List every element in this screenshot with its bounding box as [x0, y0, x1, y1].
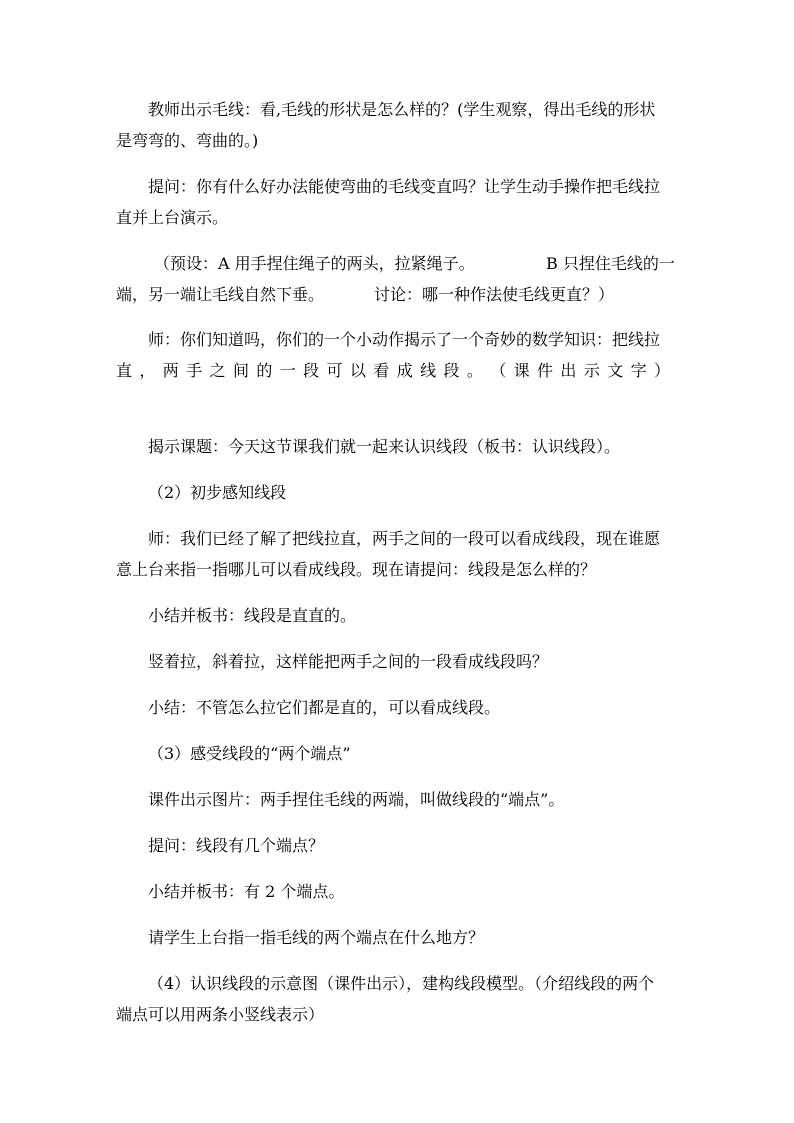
char: 示	[583, 361, 600, 380]
paragraph-2-line-1: 提问：你有什么好办法能使弯曲的毛线变直吗？让学生动手操作把毛线拉	[148, 177, 661, 196]
paragraph-7-line-2: 意上台来指一指哪儿可以看成线段。现在请提问：线段是怎么样的？	[116, 560, 597, 579]
paragraph-13: 提问：线段有几个端点？	[148, 836, 325, 855]
char: 。	[466, 361, 483, 380]
paragraph-3-line-2-part-a: 端，另一端让毛线自然下垂。	[116, 285, 325, 304]
char: 段	[303, 361, 320, 380]
paragraph-1-line-2: 是弯弯的、弯曲的。)	[116, 131, 259, 150]
paragraph-10: 小结：不管怎么拉它们都是直的，可以看成线段。	[148, 698, 501, 717]
char: 看	[373, 361, 390, 380]
char: 手	[186, 361, 203, 380]
paragraph-16-line-1: （4）认识线段的示意图（课件出示），建构线段模型。（介绍线段的两个	[148, 974, 655, 993]
paragraph-8: 小结并板书：线段是直直的。	[148, 606, 357, 625]
char: 线	[420, 361, 437, 380]
paragraph-3-line-2-part-b: 讨论：哪一种作法使毛线更直？）	[374, 285, 615, 304]
char: 段	[443, 361, 460, 380]
paragraph-3-line-1-part-b: B 只捏住毛线的一	[546, 254, 675, 273]
char: 出	[560, 361, 577, 380]
paragraph-15: 请学生上台指一指毛线的两个端点在什么地方？	[148, 928, 485, 947]
section-heading-2: （2）初步感知线段	[148, 483, 287, 502]
char: 的	[256, 361, 273, 380]
paragraph-7-line-1: 师：我们已经了解了把线拉直，两手之间的一段可以看成线段，现在谁愿	[148, 529, 661, 548]
char: （	[490, 361, 507, 380]
char: 可	[326, 361, 343, 380]
char: 字	[630, 361, 647, 380]
char: ）	[653, 361, 670, 380]
char: 成	[396, 361, 413, 380]
char: 一	[279, 361, 296, 380]
char: 直	[116, 361, 133, 380]
char: 两	[162, 361, 179, 380]
char: 文	[607, 361, 624, 380]
char: 课	[513, 361, 530, 380]
paragraph-3-line-1-part-a: （预设：A 用手捏住绳子的两头，拉紧绳子。	[154, 254, 475, 273]
paragraph-9: 竖着拉，斜着拉，这样能把两手之间的一段看成线段吗？	[148, 652, 549, 671]
paragraph-4-line-1: 师：你们知道吗，你们的一个小动作揭示了一个奇妙的数学知识：把线拉	[148, 330, 661, 349]
paragraph-4-line-2	[116, 361, 670, 381]
paragraph-14: 小结并板书：有 2 个端点。	[148, 882, 345, 901]
paragraph-12: 课件出示图片：两手捏住毛线的两端，叫做线段的“端点”。	[148, 790, 565, 809]
paragraph-2-line-2: 直并上台演示。	[116, 208, 229, 227]
char: 件	[537, 361, 554, 380]
char: 间	[232, 361, 249, 380]
char: 之	[209, 361, 226, 380]
paragraph-1-line-1: 教师出示毛线：看,毛线的形状是怎么样的？(学生观察，得出毛线的形状	[148, 100, 656, 119]
section-heading-3: （3）感受线段的“两个端点”	[148, 744, 351, 763]
paragraph-16-line-2: 端点可以用两条小竖线表示）	[116, 1005, 325, 1024]
char: ，	[139, 361, 156, 380]
paragraph-5: 揭示课题：今天这节课我们就一起来认识线段（板书：认识线段）。	[148, 437, 621, 456]
char: 以	[349, 361, 366, 380]
